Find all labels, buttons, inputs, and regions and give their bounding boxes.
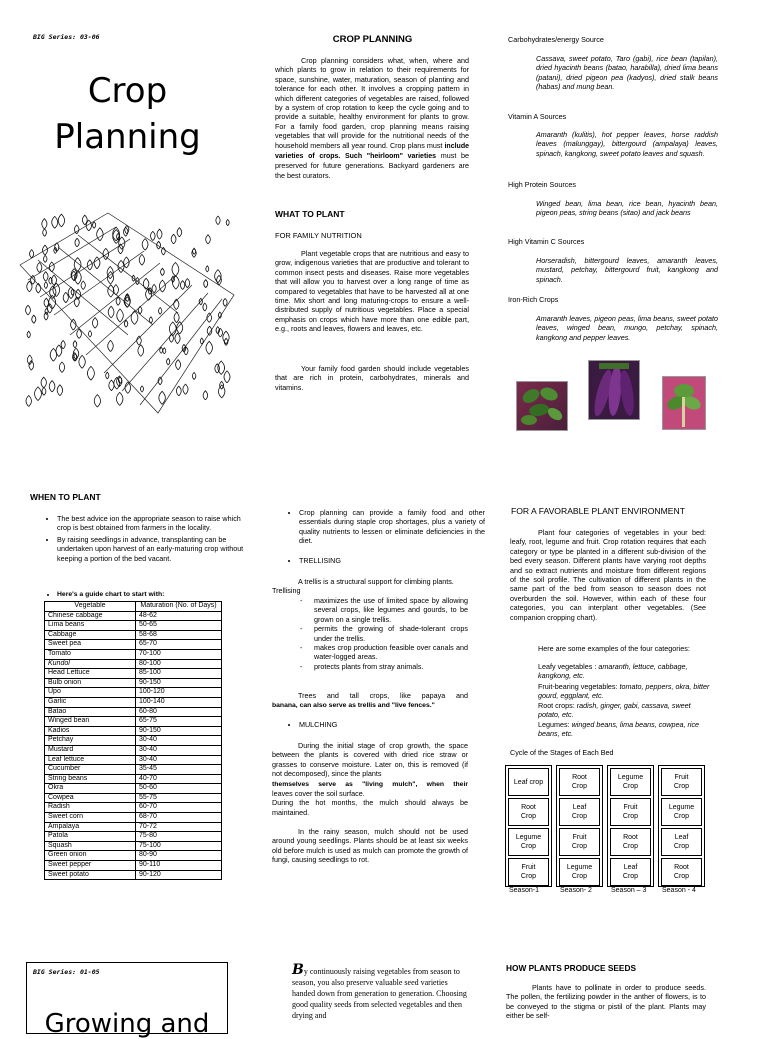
maturation-cell: 90-110 <box>136 861 222 871</box>
seed-production-paragraph: Plants have to pollinate in order to produce seeds. The pollen, the fertilizing powder in the anther of flowers, is to be conveyed to the stigma or pistil of the plant. Plants may either be self- <box>506 983 706 1021</box>
list-item: - makes crop production feasible over canals and water-logged areas. <box>300 643 468 662</box>
vegetable-cell: Kadios <box>45 726 136 736</box>
maturation-cell: 55-75 <box>136 793 222 803</box>
maturation-cell: 70-72 <box>136 822 222 832</box>
maturation-table-body <box>45 611 222 880</box>
vegetable-cell: Mustard <box>45 745 136 755</box>
table-row <box>45 841 222 851</box>
list-item: • Here's a guide chart to start with: <box>57 590 253 599</box>
vegetable-cell: Winged bean <box>45 717 136 727</box>
table-row <box>45 707 222 717</box>
nutrition-paragraph-2: Your family food garden should include vegetables that are rich in protein, carbohydrates, minerals and vitamins. <box>275 364 469 392</box>
maturation-cell: 90-150 <box>136 678 222 688</box>
cycle-cell: Root Crop <box>610 828 651 856</box>
table-row <box>45 669 222 679</box>
vegetable-cell: Garlic <box>45 697 136 707</box>
favorable-environment-paragraph: Plant four categories of vegetables in your bed: leafy, root, legume and fruit. Crop rotation requires that each category or type be planted in a different sub-division of the bed every season. Different plants have varying root depths and so extract nutrients and moisture from different regions of the soil profile. The cultivation of different plants in the same part of the bed from season to season does not overburden the soil. However, within each of these four categories, you can interplant other vegetables. (See companion cropping chart). <box>510 528 706 622</box>
table-row <box>45 745 222 755</box>
season-column-frame <box>556 765 603 887</box>
vegetable-cell: Cucumber <box>45 765 136 775</box>
crop-planning-heading: CROP PLANNING <box>332 34 413 45</box>
maturation-cell: 65-70 <box>136 640 222 650</box>
vegetable-cell: Lima beans <box>45 621 136 631</box>
leafy-vegetable-photo <box>662 376 706 430</box>
cycle-cell: Fruit Crop <box>610 798 651 826</box>
table-row <box>45 813 222 823</box>
maturation-cell: 30-40 <box>136 745 222 755</box>
dash-bullet: - <box>300 624 303 634</box>
cycle-cell: Legume Crop <box>661 798 702 826</box>
maturation-cell: 60-70 <box>136 803 222 813</box>
maturation-cell: 90-150 <box>136 726 222 736</box>
vegetable-cell: String beans <box>45 774 136 784</box>
source-label-iron: Iron-Rich Crops <box>508 295 559 304</box>
maturation-cell: 60-80 <box>136 707 222 717</box>
table-row <box>45 726 222 736</box>
category-leafy: Leafy vegetables : amaranth, lettuce, cabbage, kangkong, etc. <box>538 662 688 681</box>
dash-bullet: - <box>300 596 303 605</box>
cycle-cell: Root Crop <box>661 858 702 886</box>
cycle-cell: Legume Crop <box>610 768 651 796</box>
trellising-heading: • TRELLISING <box>299 556 341 565</box>
cycle-cell: Root Crop <box>559 768 600 796</box>
source-text-vitamin-a: Amaranth (kulitis), hot pepper leaves, horse raddish leaves (malunggay), bittergourd (ampalaya) leaves, spinach, kangkong, sweet potato leaves and squash. <box>536 130 718 158</box>
seed-intro-paragraph: By continuously raising vegetables from season to season, you also preserve valuable seed varieties handed down from generation to generation. Choosing good quality seeds from selected vegetables and then drying and <box>292 962 467 1020</box>
dash-bullet: - <box>300 643 303 653</box>
crop-cycle-grid <box>508 768 708 898</box>
maturation-cell: 58-68 <box>136 630 222 640</box>
table-row <box>45 630 222 640</box>
season-column-frame <box>658 765 705 887</box>
vegetable-cell: Sweet corn <box>45 813 136 823</box>
table-row <box>45 736 222 746</box>
mulching-heading-list <box>282 720 337 731</box>
vegetable-cell: Upo <box>45 688 136 698</box>
maturation-cell: 35-45 <box>136 765 222 775</box>
maturation-cell: 30-40 <box>136 755 222 765</box>
column-header-vegetable: Vegetable <box>45 602 136 612</box>
maturation-cell: 68-70 <box>136 813 222 823</box>
family-nutrition-heading: FOR FAMILY NUTRITION <box>275 231 362 240</box>
vegetable-cell: Sweet potato <box>45 870 136 880</box>
table-row <box>45 861 222 871</box>
table-row <box>45 832 222 842</box>
table-row <box>45 851 222 861</box>
maturation-cell: 100-120 <box>136 688 222 698</box>
crop-planning-benefit-list <box>282 508 485 548</box>
season-label: Season- 2 <box>560 887 592 894</box>
cycle-cell: Leaf crop <box>508 768 549 796</box>
cycle-cell: Leaf Crop <box>661 828 702 856</box>
cycle-cell: Fruit Crop <box>508 858 549 886</box>
maturation-cell: 40-70 <box>136 774 222 784</box>
maturation-cell: 80-100 <box>136 659 222 669</box>
season-column-frame <box>607 765 654 887</box>
source-text-vitamin-c: Horseradish, bittergourd leaves, amaranth leaves, mustard, petchay, bittergourd fruit, kangkong and spinach. <box>536 256 718 284</box>
title-line-2: Planning <box>54 117 201 157</box>
table-row <box>45 611 222 621</box>
maturation-cell: 30-40 <box>136 736 222 746</box>
vegetable-cell: Tomato <box>45 649 136 659</box>
vegetable-cell: Patola <box>45 832 136 842</box>
table-row <box>45 755 222 765</box>
category-root: Root crops: radish, ginger, gabi, cassava, sweet potato, etc. <box>538 701 691 720</box>
vegetable-cell: Petchay <box>45 736 136 746</box>
vegetable-cell: Cabbage <box>45 630 136 640</box>
source-label-vitamin-c: High Vitamin C Sources <box>508 237 585 246</box>
cycle-title: Cycle of the Stages of Each Bed <box>510 748 614 757</box>
table-row <box>45 784 222 794</box>
series-label: BIG Series: 03-06 <box>33 33 100 41</box>
list-item: - maximizes the use of limited space by allowing several crops, like legumes and gourds, to be grown on a single trellis. <box>300 596 468 624</box>
source-text-iron: Amaranth leaves, pigeon peas, lima beans, sweet potato leaves, winged bean, mungo, petchay, spinach, kangkong and pepper leaves. <box>536 314 718 342</box>
mulching-paragraph: During the initial stage of crop growth, the space between the plants is covered with dried rice straw or grasses to conserve moisture. Later on, this is removed (if not decomposed), since the plants themselves serve as "living mulch", when their leaves cover the soil surface. During the hot months, the mulch should always be maintained. <box>272 741 468 817</box>
table-row <box>45 870 222 880</box>
table-row <box>45 649 222 659</box>
table-row <box>45 822 222 832</box>
table-row <box>45 793 222 803</box>
category-fruit: Fruit-bearing vegetables: tomato, peppers, okra, bitter gourd, eggplant, etc. <box>538 682 710 701</box>
favorable-environment-heading: FOR A FAVORABLE PLANT ENVIRONMENT <box>511 506 685 516</box>
season-column-frame <box>505 765 552 887</box>
table-row <box>45 640 222 650</box>
source-text-protein: Winged bean, lima bean, rice bean, hyacinth bean, pigeon peas, string beans (sitao) and jack beans <box>536 199 718 218</box>
dash-bullet: - <box>300 661 303 671</box>
trellising-heading-list <box>282 556 341 567</box>
maturation-cell: 50-60 <box>136 784 222 794</box>
category-legume: Legumes: winged beans, lima beans, cowpea, rice beans, etc. <box>538 720 700 739</box>
season-label: Season – 3 <box>611 887 647 894</box>
vegetable-cell: Okra <box>45 784 136 794</box>
trellising-intro: A trellis is a structural support for climbing plants. Trellising <box>272 577 454 596</box>
vegetable-cell: Green onion <box>45 851 136 861</box>
vegetable-cell: Sweet pepper <box>45 861 136 871</box>
vegetable-cell: Sweet pea <box>45 640 136 650</box>
when-to-plant-list <box>40 514 253 565</box>
garden-sketch-illustration <box>18 205 236 415</box>
vegetable-cell: Head Lettuce <box>45 669 136 679</box>
rainy-season-paragraph: In the rainy season, mulch should not be used around young seedlings. Plants should be at least six weeks old before mulch is used as mulch can promote the growth of fungi, causing seedlings to rot. <box>272 827 468 865</box>
cycle-cell: Leaf Crop <box>559 798 600 826</box>
table-row <box>45 659 222 669</box>
trees-paragraph: Trees and tall crops, like papaya and banana, can also serve as trellis and "live fences." <box>272 691 468 710</box>
list-item: • Crop planning can provide a family food and other essentials during staple crop shortages, plus a variety of quality nutrients to lessen or eliminate deficiencies in the diet. <box>299 508 485 546</box>
vegetable-cell: Bulb onion <box>45 678 136 688</box>
eggplant-photo <box>588 360 640 420</box>
vegetable-cell: Chinese cabbage <box>45 611 136 621</box>
title-line-1: Crop <box>87 71 168 111</box>
series-label-2: BIG Series: 01-05 <box>33 968 100 976</box>
how-plants-produce-seeds-heading: HOW PLANTS PRODUCE SEEDS <box>506 963 636 973</box>
table-row <box>45 697 222 707</box>
cycle-cell: Legume Crop <box>559 858 600 886</box>
guide-chart-bullet <box>40 590 253 601</box>
cycle-cell: Root Crop <box>508 798 549 826</box>
page-title <box>40 68 215 160</box>
season-label: Season-1 <box>509 887 539 894</box>
table-row <box>45 717 222 727</box>
amaranth-photo <box>516 381 568 431</box>
vegetable-cell: Leaf lettuce <box>45 755 136 765</box>
source-text-carbohydrates: Cassava, sweet potato, Taro (gabi), rice bean (tapilan), dried hyacinth beans (batao, harabilla), dried lima beans (patani), dried pigeon pea (kadyos), dried stalk beans (habas) and mung bean. <box>536 54 718 92</box>
column-header-maturation: Maturation (No. of Days) <box>136 602 222 612</box>
cycle-cell: Fruit Crop <box>559 828 600 856</box>
vegetable-cell: Radish <box>45 803 136 813</box>
vegetable-cell: Kundol <box>45 659 136 669</box>
source-label-vitamin-a: Vitamin A Sources <box>508 112 567 121</box>
maturation-cell: 85-100 <box>136 669 222 679</box>
vegetable-cell: Squash <box>45 841 136 851</box>
vegetable-cell: Ampalaya <box>45 822 136 832</box>
list-item: - protects plants from stray animals. <box>300 661 424 671</box>
nutrition-paragraph-1: Plant vegetable crops that are nutritious and easy to grow, indigenous varieties that are productive and tolerant to common insect pests and diseases. Raise more vegetables that will allow you to harvest over a long range of time as compared to vegetables that have to be harvested all at one time. Mix short and long maturing-crops to ensure a well-distributed supply of nutritious vegetables. Place a special emphasis on crops which have more than one edible part, e.g., roots and leaves, flowers and leaves, etc. <box>275 249 469 334</box>
table-row <box>45 621 222 631</box>
vegetable-cell: Batao <box>45 707 136 717</box>
maturation-cell: 100-140 <box>136 697 222 707</box>
table-row <box>45 774 222 784</box>
maturation-table <box>44 601 222 880</box>
drop-cap: B <box>292 962 304 978</box>
table-row <box>45 688 222 698</box>
maturation-cell: 50-65 <box>136 621 222 631</box>
table-row <box>45 678 222 688</box>
table-row <box>45 803 222 813</box>
maturation-cell: 65-75 <box>136 717 222 727</box>
maturation-cell: 75-80 <box>136 832 222 842</box>
next-leaflet-cover <box>26 962 228 1039</box>
next-leaflet-title: Growing and <box>44 1009 210 1039</box>
maturation-cell: 70-100 <box>136 649 222 659</box>
maturation-cell: 80-90 <box>136 851 222 861</box>
maturation-cell: 75-100 <box>136 841 222 851</box>
maturation-cell: 48-62 <box>136 611 222 621</box>
list-item: • By raising seedlings in advance, transplanting can be undertaken upon harvest of an early-maturing crop without keeping a portion of the bed vacant. <box>57 535 253 563</box>
season-label: Season - 4 <box>662 887 696 894</box>
trellising-benefit-list <box>300 596 468 671</box>
list-item: • The best advice ion the appropriate season to raise which crop is best obtained from farmers in the locality. <box>57 514 253 533</box>
table-header-row <box>45 602 222 612</box>
when-to-plant-heading: WHEN TO PLANT <box>30 492 101 502</box>
cycle-cell: Leaf Crop <box>610 858 651 886</box>
vegetable-cell: Cowpea <box>45 793 136 803</box>
table-row <box>45 765 222 775</box>
maturation-cell: 90-120 <box>136 870 222 880</box>
categories-intro: Here are some examples of the four categories: <box>538 644 690 653</box>
crop-planning-intro: Crop planning considers what, when, where and which plants to grow in relation to their requirements for space, sunshine, water, maturation, season of planting and tolerance for each other. It involves a cropping pattern in which different categories of vegetables are raised, followed by a system of crop rotation to keep the cycle going and to provide a suitable, healthy environment for plants to grow. For a family food garden, crop planning means raising vegetables that will provide for the nutritional needs of the household members all year round. Crop plans must include varieties of crops. Such "heirloom" varieties must be preserved for future generations. Backyard gardeners are the best curators. <box>275 56 470 180</box>
cycle-cell: Fruit Crop <box>661 768 702 796</box>
cycle-cell: Legume Crop <box>508 828 549 856</box>
list-item: - permits the growing of shade-tolerant crops under the trellis. <box>300 624 468 643</box>
source-label-protein: High Protein Sources <box>508 180 576 189</box>
mulching-heading: • MULCHING <box>299 720 337 729</box>
source-label-carbohydrates: Carbohydrates/energy Source <box>508 35 604 44</box>
what-to-plant-heading: WHAT TO PLANT <box>275 209 345 219</box>
